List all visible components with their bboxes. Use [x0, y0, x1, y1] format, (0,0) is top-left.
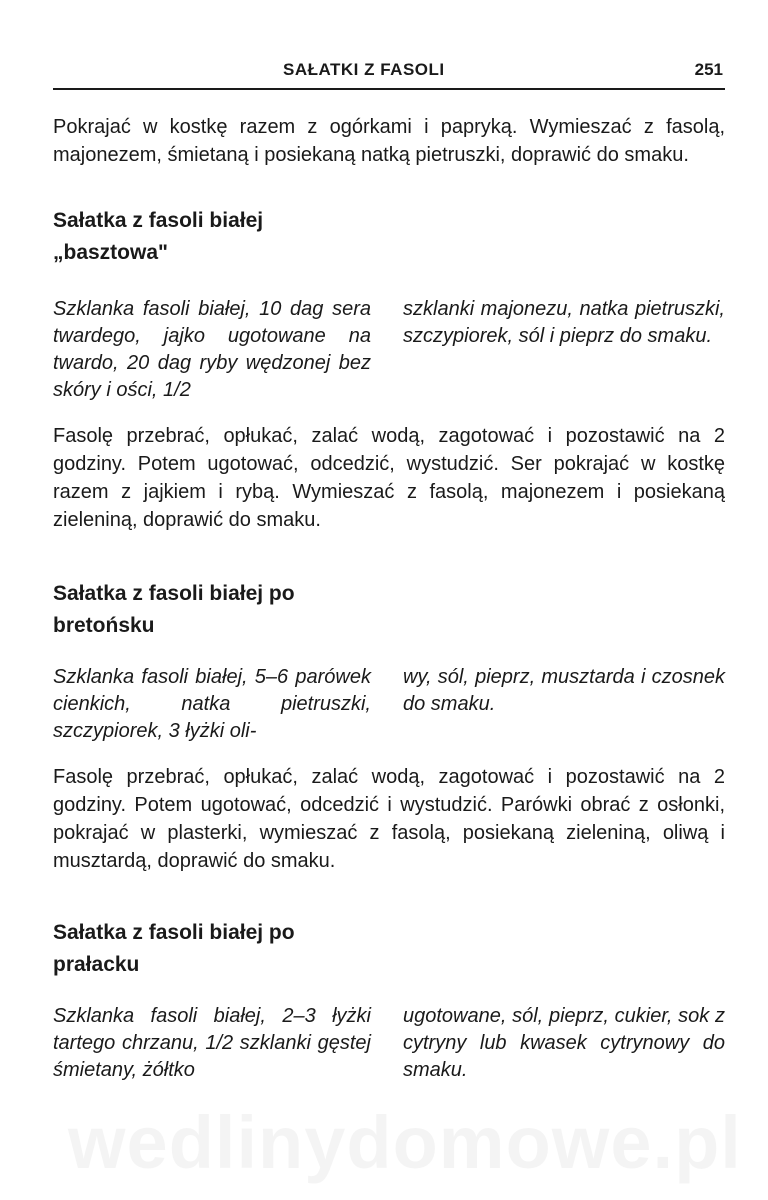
ingredients-block [53, 296, 725, 404]
ingredients-right-column: wy, sól, pieprz, musztarda i czosnek do smaku. [403, 666, 725, 715]
ingredients-block [53, 1003, 725, 1084]
ingredients-left-column: Szklanka fasoli białej, 2–3 łyżki tartego chrzanu, 1/2 szklanki gęstej śmietany, żółtko [53, 1005, 371, 1081]
recipe-basztowa [53, 205, 725, 534]
recipe-title: Sałatka z fasoli białej po prałacku [53, 921, 295, 976]
ingredients-left-column: Szklanka fasoli białej, 10 dag sera twardego, jajko ugotowane na twardo, 20 dag ryby wędzonej bez skóry i ości, 1/2 [53, 298, 371, 401]
recipe-pralacku [53, 917, 725, 1084]
recipe-bretonsku [53, 578, 725, 875]
intro-paragraph: Pokrajać w kostkę razem z ogórkami i papryką. Wymieszać z fasolą, majonezem, śmietaną i posiekaną natką pietruszki, doprawić do smaku. [53, 116, 725, 166]
recipe-title: Sałatka z fasoli białej „basztowa" [53, 209, 264, 264]
ingredients-block [53, 664, 725, 745]
ingredients-right-column: ugotowane, sól, pieprz, cukier, sok z cytryny lub kwasek cytrynowy do smaku. [403, 1005, 725, 1081]
page-number: 251 [694, 60, 723, 79]
page-header [53, 54, 725, 90]
book-page [53, 54, 725, 1084]
running-title: SAŁATKI Z FASOLI [283, 60, 445, 79]
ingredients-right-column: szklanki majonezu, natka pietruszki, szczypiorek, sól i pieprz do smaku. [403, 298, 725, 347]
recipe-method: Fasolę przebrać, opłukać, zalać wodą, zagotować i pozostawić na 2 godziny. Potem ugotować, odcedzić i wystudzić. Parówki obrać z osłonki, pokrajać w plasterki, wymieszać z fasolą, posiekaną zieleniną, oliwą i musztardą, doprawić do smaku. [53, 766, 725, 872]
recipe-method: Fasolę przebrać, opłukać, zalać wodą, zagotować i pozostawić na 2 godziny. Potem ugotować, odcedzić, wystudzić. Ser pokrajać w kostkę razem z jajkiem i rybą. Wymieszać z fasolą, majonezem i posiekaną zieleniną, doprawić do smaku. [53, 425, 725, 531]
recipe-title: Sałatka z fasoli białej po bretońsku [53, 582, 295, 637]
ingredients-left-column: Szklanka fasoli białej, 5–6 parówek cienkich, natka pietruszki, szczypiorek, 3 łyżki oli- [53, 666, 371, 742]
watermark [68, 1100, 742, 1185]
